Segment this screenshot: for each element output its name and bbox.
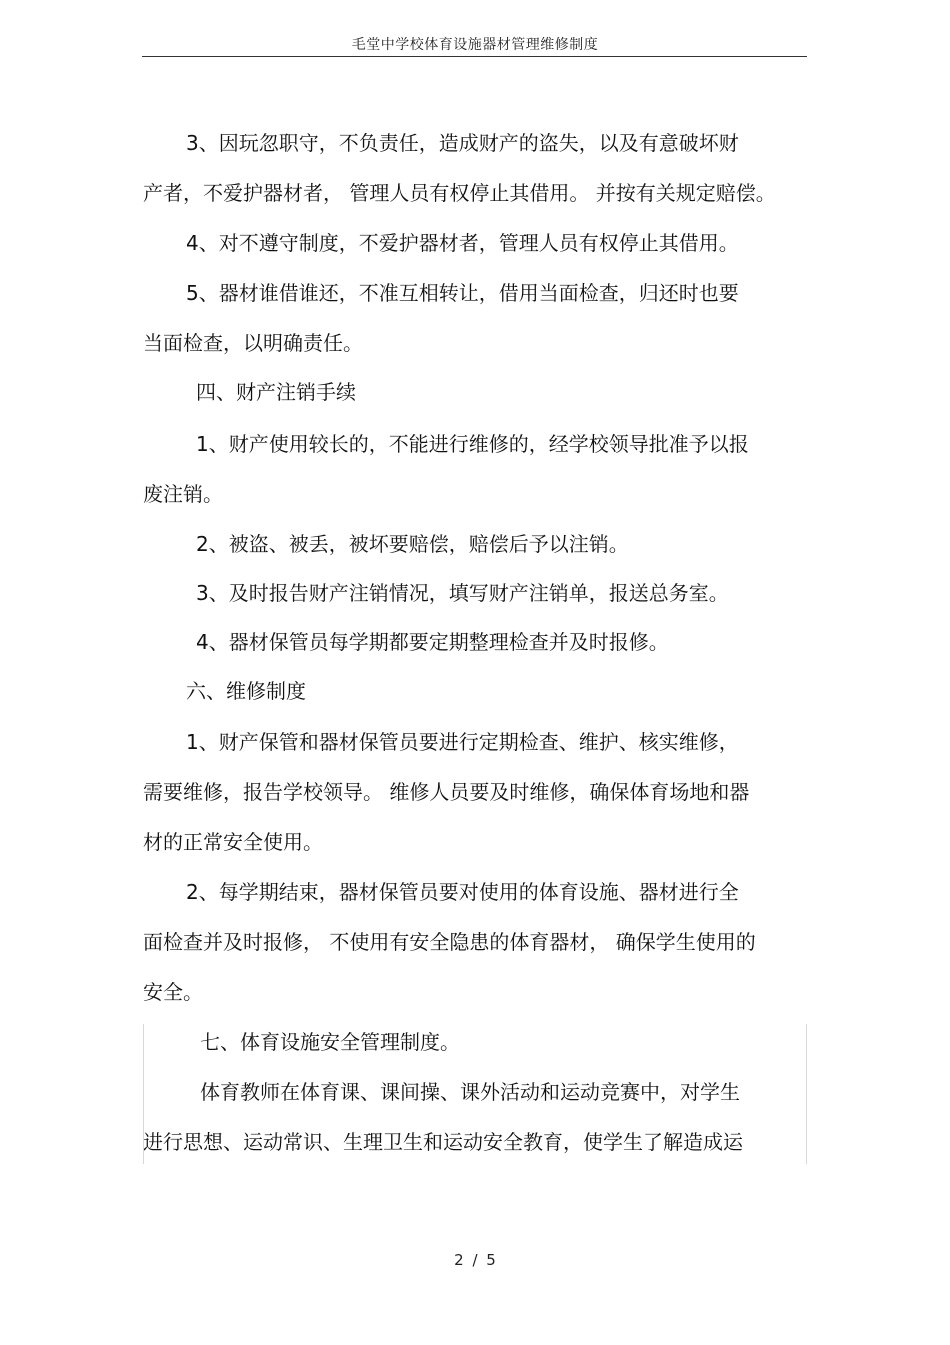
text-line: 体育教师在体育课、课间操、课外活动和运动竞赛中，对学生 <box>200 1080 740 1104</box>
text-line: 废注销。 <box>143 482 223 506</box>
text-line: 4、对不遵守制度，不爱护器材者，管理人员有权停止其借用。 <box>186 231 739 255</box>
section-heading: 四、财产注销手续 <box>196 380 356 404</box>
text-line: 4、器材保管员每学期都要定期整理检查并及时报修。 <box>196 630 669 654</box>
page-number: 2 / 5 <box>454 1251 496 1269</box>
text-line: 材的正常安全使用。 <box>143 830 323 854</box>
text-line: 1、财产保管和器材保管员要进行定期检查、维护、核实维修， <box>186 730 739 754</box>
text-line: 当面检查，以明确责任。 <box>143 331 363 355</box>
text-line: 2、被盗、被丢，被坏要赔偿，赔偿后予以注销。 <box>196 532 629 556</box>
text-line: 1、财产使用较长的，不能进行维修的，经学校领导批准予以报 <box>196 432 749 456</box>
text-line: 面检查并及时报修， 不使用有安全隐患的体育器材， 确保学生使用的 <box>143 930 756 954</box>
section-heading: 七、体育设施安全管理制度。 <box>200 1030 460 1054</box>
section-heading: 六、维修制度 <box>186 679 306 703</box>
text-line: 安全。 <box>143 980 203 1004</box>
text-line: 3、因玩忽职守，不负责任，造成财产的盗失，以及有意破坏财 <box>186 131 739 155</box>
text-line: 3、及时报告财产注销情况，填写财产注销单，报送总务室。 <box>196 581 729 605</box>
header-divider <box>142 56 807 57</box>
frame-right-border <box>806 1024 807 1164</box>
text-line: 2、每学期结束，器材保管员要对使用的体育设施、器材进行全 <box>186 880 739 904</box>
text-line: 进行思想、运动常识、生理卫生和运动安全教育，使学生了解造成运 <box>143 1130 743 1154</box>
text-line: 5、器材谁借谁还，不准互相转让，借用当面检查，归还时也要 <box>186 281 739 305</box>
text-line: 需要维修，报告学校领导。 维修人员要及时维修，确保体育场地和器 <box>143 780 750 804</box>
document-header-title: 毛堂中学校体育设施器材管理维修制度 <box>351 37 599 53</box>
text-line: 产者，不爱护器材者， 管理人员有权停止其借用。 并按有关规定赔偿。 <box>143 181 776 205</box>
frame-left-border <box>143 1024 144 1164</box>
